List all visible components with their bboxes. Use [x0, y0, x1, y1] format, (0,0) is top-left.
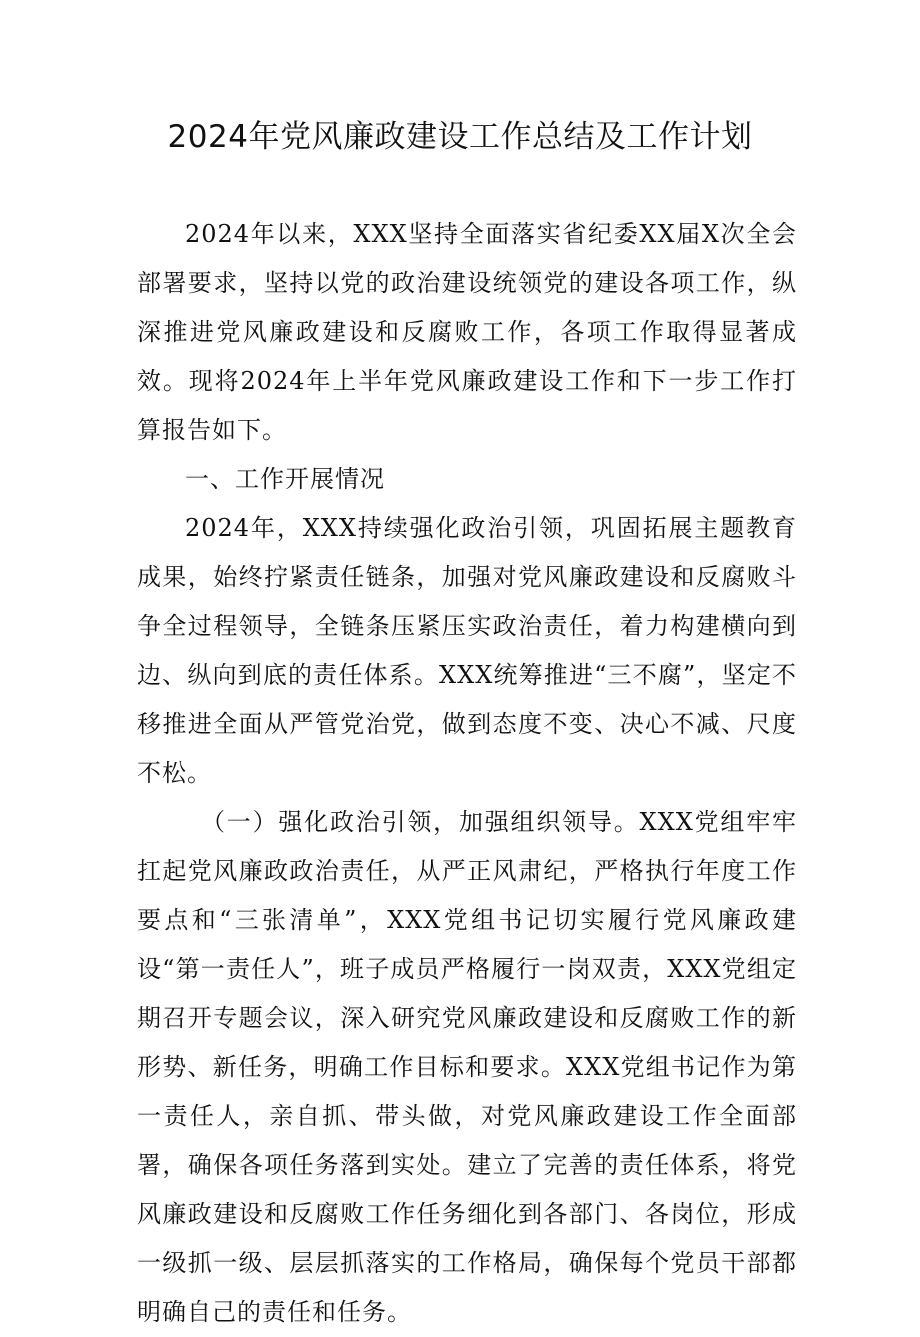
section-heading-work-progress: 一、工作开展情况: [185, 465, 385, 493]
document-title: 2024年党风廉政建设工作总结及工作计划: [167, 119, 753, 155]
document-body: [137, 210, 797, 1337]
subsection-political-leadership-paragraph: （一）强化政治引领，加强组织领导。XXX党组牢牢扛起党风廉政政治责任，从严正风肃纪，严格执行年度工作要点和“三张清单”，XXX党组书记切实履行党风廉政建设“第一责任人”，班子成员严格履行一岗双责，XXX党组定期召开专题会议，深入研究党风廉政建设和反腐败工作的新形势、新任务，明确工作目标和要求。XXX党组书记作为第一责任人，亲自抓、带头做，对党风廉政建设工作全面部署，确保各项任务落到实处。建立了完善的责任体系，将党风廉政建设和反腐败工作任务细化到各部门、各岗位，形成一级抓一级、层层抓落实的工作格局，确保每个党员干部都明确自己的责任和任务。: [137, 808, 797, 1326]
section-overview-paragraph: 2024年，XXX持续强化政治引领，巩固拓展主题教育成果，始终拧紧责任链条，加强对党风廉政建设和反腐败斗争全过程领导，全链条压紧压实政治责任，着力构建横向到边、纵向到底的责任体系。XXX统筹推进“三不腐”，坚定不移推进全面从严管党治党，做到态度不变、决心不减、尺度不松。: [137, 514, 797, 787]
intro-paragraph: 2024年以来，XXX坚持全面落实省纪委XX届X次全会部署要求，坚持以党的政治建设统领党的建设各项工作，纵深推进党风廉政建设和反腐败工作，各项工作取得显著成效。现将2024年上半年党风廉政建设工作和下一步工作打算报告如下。: [137, 220, 797, 444]
